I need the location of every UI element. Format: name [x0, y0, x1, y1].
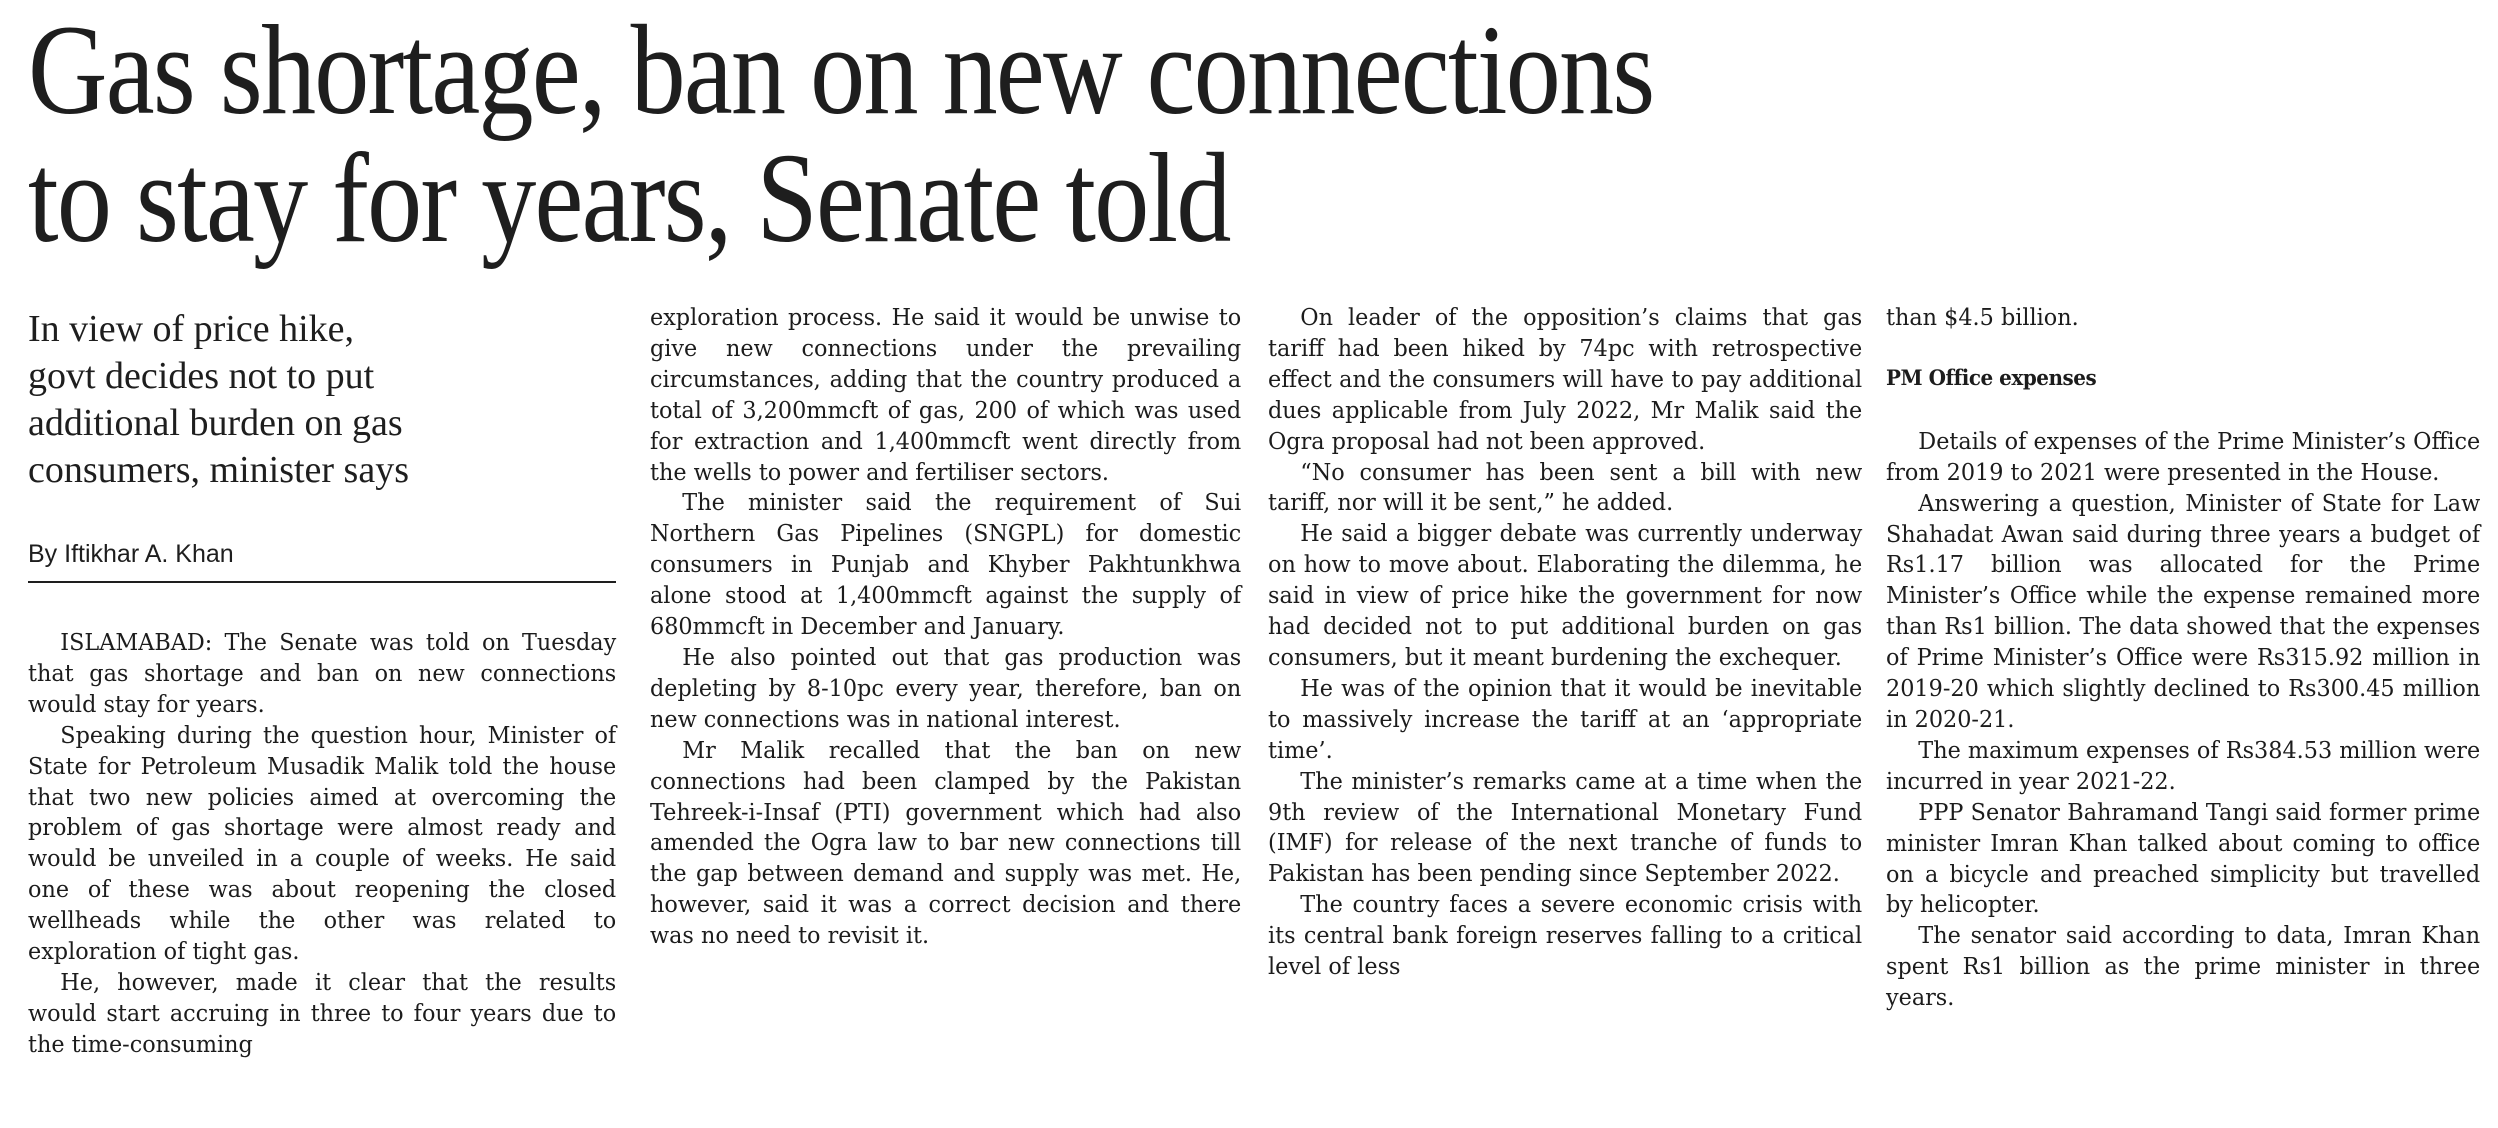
paragraph: Mr Malik recalled that the ban on new connections had been clamped by the Pakistan Tehreek-i-Insaf (PTI) government which had also amended the Ogra law to bar new connections till the gap between demand and supply was met. He, however, said it was a correct decision and there was no need to revisit it.: [650, 735, 1242, 950]
paragraph: “No consumer has been sent a bill with new tariff, nor will it be sent,” he added.: [1268, 457, 1863, 517]
article-column-1: [28, 302, 616, 1060]
subheadline: [28, 306, 616, 494]
byline: By Iftikhar A. Khan: [28, 539, 616, 583]
article-column-3: [1268, 302, 1862, 982]
paragraph: The senator said according to data, Imran Khan spent Rs1 billion as the prime minister in three years.: [1886, 921, 2481, 1012]
paragraph: The minister said the requirement of Sui Northern Gas Pipelines (SNGPL) for domestic consumers in Punjab and Khyber Pakhtunkhwa alone stood at 1,400mmcft against the supply of 680mmcft in December and January.: [650, 488, 1242, 641]
subheadline-line-3: additional burden on gas: [28, 402, 403, 444]
paragraph: Answering a question, Minister of State for Law Shahadat Awan said during three years a budget of Rs1.17 billion was allocated for the Prime Minister’s Office while the expense remained more than Rs1 billion. The data showed that the expenses of Prime Minister’s Office were Rs315.92 million in 2019-20 which slightly declined to Rs300.45 million in 2020-21.: [1886, 488, 2481, 733]
article-column-2: [650, 302, 1241, 951]
byline-spacer: [28, 583, 616, 627]
paragraph: He said a bigger debate was currently underway on how to move about. Elaborating the dilemma, he said in view of price hike the government for now had decided not to put additional burden on gas consumers, but it meant burdening the exchequer.: [1268, 519, 1863, 671]
section-heading: PM Office expenses: [1886, 364, 2097, 390]
column-2-body: [650, 302, 1241, 951]
paragraph: The country faces a severe economic crisis with its central bank foreign reserves falling to a critical level of less: [1268, 890, 1863, 981]
paragraph: than $4.5 billion.: [1886, 303, 2079, 331]
subheadline-line-2: govt decides not to put: [28, 355, 375, 397]
paragraph: He, however, made it clear that the results would start accruing in three to four years due to the time-consuming: [28, 967, 617, 1058]
headline-line-1: Gas shortage, ban on new connections: [28, 0, 1654, 141]
subheadline-line-1: In view of price hike,: [28, 308, 355, 350]
article-column-4: [1886, 302, 2480, 1013]
column-1-body: [28, 627, 616, 1060]
paragraph: On leader of the opposition’s claims that gas tariff had been hiked by 74pc with retrospective effect and the consumers will have to pay additional dues applicable from July 2022, Mr Malik said the Ogra proposal had not been approved.: [1268, 303, 1863, 455]
paragraph: He also pointed out that gas production was depleting by 8-10pc every year, therefore, ban on new connections was in national interest.: [650, 642, 1242, 733]
subheadline-line-4: consumers, minister says: [28, 449, 410, 491]
paragraph: ISLAMABAD: The Senate was told on Tuesday that gas shortage and ban on new connections would stay for years.: [28, 628, 617, 718]
paragraph: The minister’s remarks came at a time when the 9th review of the International Monetary Fund (IMF) for release of the next tranche of funds to Pakistan has been pending since September 2022.: [1268, 766, 1863, 888]
paragraph: Speaking during the question hour, Minister of State for Petroleum Musadik Malik told the house that two new policies aimed at overcoming the problem of gas shortage were almost ready and would be unveiled in a couple of weeks. He said one of these was about reopening the closed wellheads while the other was related to exploration of tight gas.: [28, 720, 617, 966]
paragraph: PPP Senator Bahramand Tangi said former prime minister Imran Khan talked about coming to office on a bicycle and preached simplicity but travelled by helicopter.: [1886, 797, 2481, 919]
headline: [28, 0, 2126, 269]
paragraph: Details of expenses of the Prime Minister’s Office from 2019 to 2021 were presented in the House.: [1886, 426, 2481, 486]
column-4-body: [1886, 302, 2480, 1013]
paragraph: The maximum expenses of Rs384.53 million were incurred in year 2021-22.: [1886, 735, 2481, 795]
column-3-body: [1268, 302, 1862, 982]
headline-line-2: to stay for years, Senate told: [28, 127, 1230, 269]
paragraph: He was of the opinion that it would be inevitable to massively increase the tariff at an ‘appropriate time’.: [1268, 673, 1863, 764]
paragraph: exploration process. He said it would be unwise to give new connections under the prevailing circumstances, adding that the country produced a total of 3,200mmcft of gas, 200 of which was used for extraction and 1,400mmcft went directly from the wells to power and fertiliser sectors.: [650, 303, 1242, 486]
